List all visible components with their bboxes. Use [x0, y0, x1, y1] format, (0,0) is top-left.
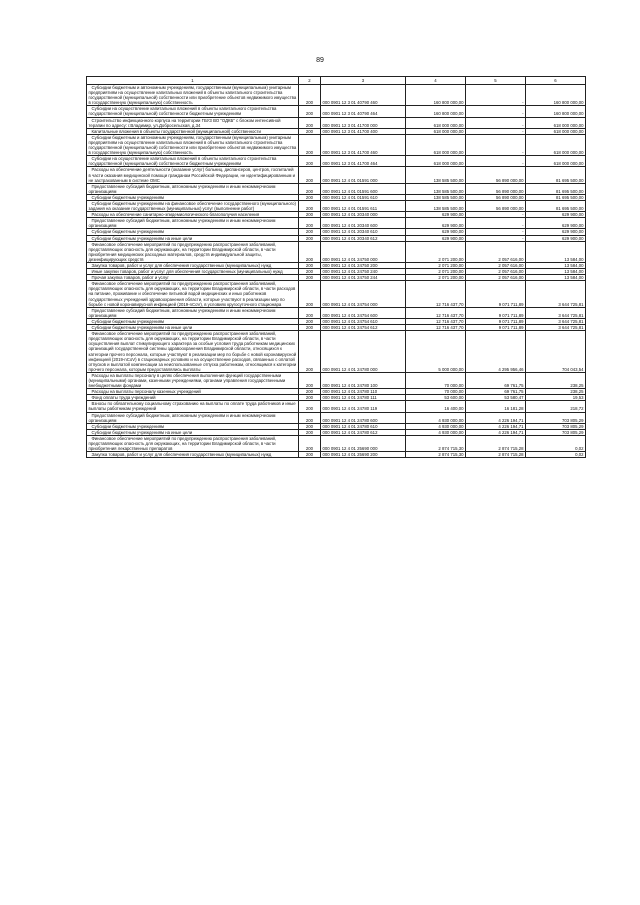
row-approved-amount: 4 930 000,00	[406, 423, 466, 429]
row-description: Расходы на обеспечение деятельности (оказание услуг) больниц, диспансеров, центров, госпиталей в части оказания медицинской помощи гражданам Российской Федерации, не идентифицированным и не застрахованным в системе ОМС	[87, 167, 299, 183]
row-budget-code: 000 0901 12 4 01 24780 100	[321, 372, 406, 388]
row-unexecuted-amount: 629 900,00	[526, 212, 586, 218]
row-executed-amount: 4 226 194,71	[466, 412, 526, 423]
table-row	[87, 423, 586, 429]
table-row	[87, 183, 586, 194]
table-row	[87, 452, 586, 458]
row-unexecuted-amount: 3 644 725,81	[526, 307, 586, 318]
row-approved-amount: 2 071 200,00	[406, 263, 466, 269]
table-row	[87, 85, 586, 106]
row-description: Субсидии бюджетным учреждениям на иные цели	[87, 235, 299, 241]
table-row	[87, 218, 586, 229]
table-row	[87, 200, 586, 211]
row-budget-code: 000 0901 12 3 01 40790 460	[321, 85, 406, 106]
row-executed-amount: 2 057 616,00	[466, 263, 526, 269]
row-approved-amount: 12 716 437,70	[406, 307, 466, 318]
row-approved-amount: 160 800 000,00	[406, 106, 466, 117]
table-row	[87, 318, 586, 324]
row-description: Субсидии на осуществление капитальных вложений в объекты капитального строительства государственной (муниципальной) собственности бюджетным учреждениям	[87, 156, 299, 167]
row-approved-amount: 138 585 500,00	[406, 183, 466, 194]
row-approved-amount: 16 400,00	[406, 401, 466, 412]
row-description: Субсидии бюджетным учреждениям	[87, 423, 299, 429]
row-line-code: 200	[299, 106, 321, 117]
row-description: Финансовое обеспечение мероприятий по предупреждению распространения заболеваний, представляющих опасность для окружающих, на территории Владимирской области, в части осуществления выплат стимулирующего характера за особые условия труда работникам медицинских организаций государственной системы здравоохранения Владимирской области, относящихся к категории прочего персонала, которые участвуют в реализации мер по борьбе с новой коронавирусной инфекцией (2019-nCoV) в стационарных условиях и на осуществление расходов, связанных с оплатой отпусков и выплатой компенсации за неиспользованные отпуска работникам, относящимся к категории прочего персонала, которым предоставлялись выплаты	[87, 331, 299, 373]
row-executed-amount: -	[466, 134, 526, 155]
row-unexecuted-amount: 618 000 000,00	[526, 156, 586, 167]
row-approved-amount: 618 000 000,00	[406, 128, 466, 134]
table-row	[87, 117, 586, 128]
row-budget-code: 000 0901 12 4 01 20340 600	[321, 218, 406, 229]
row-unexecuted-amount: 81 695 500,00	[526, 200, 586, 211]
row-line-code: 200	[299, 401, 321, 412]
row-line-code: 200	[299, 435, 321, 451]
row-approved-amount: 12 716 437,70	[406, 281, 466, 307]
row-budget-code: 000 0901 12 3 01 41700 000	[321, 117, 406, 128]
table-row	[87, 275, 586, 281]
row-approved-amount: 138 585 500,00	[406, 200, 466, 211]
table-row	[87, 429, 586, 435]
row-budget-code: 000 0901 12 4 01 24780 610	[321, 423, 406, 429]
row-approved-amount: 618 000 000,00	[406, 156, 466, 167]
row-approved-amount: 629 900,00	[406, 212, 466, 218]
row-budget-code: 000 0901 12 4 01 24780 000	[321, 331, 406, 373]
row-unexecuted-amount: 0,02	[526, 435, 586, 451]
row-approved-amount: 70 000,00	[406, 389, 466, 395]
row-executed-amount: 9 071 711,89	[466, 325, 526, 331]
page-number: 89	[316, 57, 324, 64]
row-executed-amount: 56 890 000,00	[466, 167, 526, 183]
row-description: Субсидии бюджетным учреждениям на иные цели	[87, 429, 299, 435]
row-line-code: 200	[299, 395, 321, 401]
table-row	[87, 241, 586, 262]
row-description: Расходы на обеспечение санитарно-эпидемиологического благополучия населения	[87, 212, 299, 218]
row-budget-code: 000 0901 12 4 01 24754 000	[321, 281, 406, 307]
column-header: 4	[406, 77, 466, 85]
row-approved-amount: 2 874 715,30	[406, 452, 466, 458]
row-line-code: 200	[299, 281, 321, 307]
row-executed-amount: 9 071 711,89	[466, 318, 526, 324]
row-unexecuted-amount: 81 695 500,00	[526, 183, 586, 194]
row-description: Предоставление субсидий бюджетным, автономным учреждениям и иным некоммерческим организациям	[87, 183, 299, 194]
row-description: Субсидии бюджетным и автономным учреждениям, государственным (муниципальным) унитарным предприятиям на осуществление капитальных вложений в объекты капитального строительства государственной (муниципальной) собственности или приобретение объектов недвижимого имущества в государственную (муниципальную) собственность	[87, 85, 299, 106]
table-row	[87, 325, 586, 331]
column-header: 6	[526, 77, 586, 85]
row-description: Прочая закупка товаров, работ и услуг	[87, 275, 299, 281]
row-line-code: 200	[299, 194, 321, 200]
table-row	[87, 435, 586, 451]
row-unexecuted-amount: 19,53	[526, 395, 586, 401]
row-line-code: 200	[299, 235, 321, 241]
row-description: Субсидии бюджетным и автономным учреждениям, государственным (муниципальным) унитарным предприятиям на осуществление капитальных вложений в объекты капитального строительства государственной (муниципальной) собственности или приобретение объектов недвижимого имущества в государственную (муниципальную) собственность	[87, 134, 299, 155]
row-approved-amount: 12 716 437,70	[406, 325, 466, 331]
row-line-code: 200	[299, 128, 321, 134]
table-row	[87, 134, 586, 155]
row-unexecuted-amount: 218,72	[526, 401, 586, 412]
row-line-code: 200	[299, 423, 321, 429]
row-line-code: 200	[299, 156, 321, 167]
row-budget-code: 000 0901 12 4 01 20340 612	[321, 235, 406, 241]
row-description: Закупка товаров, работ и услуг для обеспечения государственных (муниципальных) нужд	[87, 263, 299, 269]
row-executed-amount: -	[466, 156, 526, 167]
table-row	[87, 281, 586, 307]
row-budget-code: 000 0901 12 4 01 24750 244	[321, 275, 406, 281]
table-row	[87, 307, 586, 318]
row-approved-amount: 629 900,00	[406, 229, 466, 235]
row-executed-amount: 53 580,47	[466, 395, 526, 401]
row-approved-amount: 70 000,00	[406, 372, 466, 388]
row-budget-code: 000 0901 12 4 01 25690 200	[321, 452, 406, 458]
row-line-code: 200	[299, 412, 321, 423]
row-executed-amount: -	[466, 235, 526, 241]
row-budget-code: 000 0901 12 3 01 41700 460	[321, 134, 406, 155]
row-executed-amount: -	[466, 229, 526, 235]
row-approved-amount: 629 900,00	[406, 235, 466, 241]
row-executed-amount: 4 226 194,71	[466, 423, 526, 429]
row-line-code: 200	[299, 183, 321, 194]
row-unexecuted-amount: 3 644 725,81	[526, 281, 586, 307]
row-line-code: 200	[299, 275, 321, 281]
row-description: Финансовое обеспечение мероприятий по предупреждению распространения заболеваний, представляющих опасность для окружающих, на территории Владимирской области, в части приобретения лекарственных препаратов	[87, 435, 299, 451]
row-approved-amount: 2 071 200,00	[406, 241, 466, 262]
row-approved-amount: 2 071 200,00	[406, 269, 466, 275]
row-unexecuted-amount: 3 644 725,81	[526, 318, 586, 324]
row-description: Предоставление субсидий бюджетным, автономным учреждениям и иным некоммерческим организациям	[87, 218, 299, 229]
row-description: Расходы на выплаты персоналу казенных учреждений	[87, 389, 299, 395]
table-row	[87, 401, 586, 412]
row-description: Расходы на выплаты персоналу в целях обеспечения выполнения функций государственными (муниципальными) органами, казенными учреждениями, органами управления государственными внебюджетными фондами	[87, 372, 299, 388]
row-line-code: 200	[299, 331, 321, 373]
row-approved-amount: 160 800 000,00	[406, 85, 466, 106]
row-line-code: 200	[299, 263, 321, 269]
row-executed-amount: 2 874 715,28	[466, 435, 526, 451]
row-unexecuted-amount: 3 644 725,81	[526, 325, 586, 331]
table-row	[87, 106, 586, 117]
row-budget-code: 000 0901 12 4 01 20340 000	[321, 212, 406, 218]
row-description: Субсидии бюджетным учреждениям на финансовое обеспечение государственного (муниципального) задания на оказание государственных (муниципальных) услуг (выполнение работ)	[87, 200, 299, 211]
row-line-code: 200	[299, 241, 321, 262]
row-budget-code: 000 0901 12 4 01 24780 119	[321, 401, 406, 412]
row-executed-amount: 69 761,75	[466, 372, 526, 388]
row-unexecuted-amount: 629 900,00	[526, 235, 586, 241]
row-unexecuted-amount: 703 805,29	[526, 423, 586, 429]
row-unexecuted-amount: 81 695 500,00	[526, 167, 586, 183]
row-executed-amount: -	[466, 106, 526, 117]
row-line-code: 200	[299, 117, 321, 128]
row-budget-code: 000 0901 12 4 01 01591 600	[321, 183, 406, 194]
row-unexecuted-amount: 13 584,00	[526, 269, 586, 275]
row-description: Закупка товаров, работ и услуг для обеспечения государственных (муниципальных) нужд	[87, 452, 299, 458]
row-unexecuted-amount: 13 584,00	[526, 241, 586, 262]
budget-execution-table	[86, 76, 586, 458]
row-approved-amount: 629 900,00	[406, 218, 466, 229]
row-budget-code: 000 0901 12 3 01 41700 400	[321, 128, 406, 134]
row-executed-amount: 2 874 715,28	[466, 452, 526, 458]
row-budget-code: 000 0901 12 4 01 24754 600	[321, 307, 406, 318]
table-row	[87, 389, 586, 395]
row-budget-code: 000 0901 12 4 01 24780 600	[321, 412, 406, 423]
row-budget-code: 000 0901 12 4 01 01591 000	[321, 167, 406, 183]
row-approved-amount: 618 000 000,00	[406, 117, 466, 128]
row-unexecuted-amount: 13 584,00	[526, 275, 586, 281]
row-executed-amount: -	[466, 128, 526, 134]
row-description: Субсидии бюджетным учреждениям	[87, 229, 299, 235]
row-line-code: 200	[299, 372, 321, 388]
row-executed-amount: 56 890 000,00	[466, 200, 526, 211]
table-row	[87, 269, 586, 275]
table-row	[87, 412, 586, 423]
row-executed-amount: 4 226 194,71	[466, 429, 526, 435]
row-executed-amount: 56 890 000,00	[466, 183, 526, 194]
row-line-code: 200	[299, 325, 321, 331]
row-executed-amount: 9 071 711,89	[466, 307, 526, 318]
table-row	[87, 331, 586, 373]
row-executed-amount: 2 057 616,00	[466, 241, 526, 262]
row-approved-amount: 618 000 000,00	[406, 134, 466, 155]
row-line-code: 200	[299, 269, 321, 275]
row-approved-amount: 2 071 200,00	[406, 275, 466, 281]
row-description: Субсидии бюджетным учреждениям	[87, 318, 299, 324]
row-approved-amount: 138 585 500,00	[406, 167, 466, 183]
column-header: 2	[299, 77, 321, 85]
row-budget-code: 000 0901 12 4 01 24780 111	[321, 395, 406, 401]
row-approved-amount: 12 716 437,70	[406, 318, 466, 324]
row-unexecuted-amount: 618 000 000,00	[526, 128, 586, 134]
row-approved-amount: 138 585 500,00	[406, 194, 466, 200]
row-approved-amount: 4 930 000,00	[406, 412, 466, 423]
row-line-code: 200	[299, 389, 321, 395]
row-line-code: 200	[299, 85, 321, 106]
row-unexecuted-amount: 629 900,00	[526, 229, 586, 235]
row-budget-code: 000 0901 12 3 01 40790 464	[321, 106, 406, 117]
row-approved-amount: 5 000 000,00	[406, 331, 466, 373]
row-unexecuted-amount: 704 043,54	[526, 331, 586, 373]
row-budget-code: 000 0901 12 4 01 25690 000	[321, 435, 406, 451]
row-budget-code: 000 0901 12 3 01 41700 464	[321, 156, 406, 167]
row-description: Финансовое обеспечение мероприятий по предупреждению распространения заболеваний, представляющих опасность для окружающих, на территории Владимирской области, в части расходов на питание, проживание и обеспечение питьевой водой медицинских и иных работников государственных учреждений здравоохранения области, которые участвуют в реализации мер по борьбе с новой коронавирусной инфекцией (2019-nCoV), в условиях кругосуточного стационара	[87, 281, 299, 307]
row-description: Финансовое обеспечение мероприятий по предупреждению распространения заболеваний, представляющих опасность для окружающих, на территории Владимирской области, в части приобретения медицинских расходных материалов, средств индивидуальной защиты, дезинфицирующих средств	[87, 241, 299, 262]
row-budget-code: 000 0901 12 4 01 24750 240	[321, 269, 406, 275]
row-unexecuted-amount: 238,25	[526, 389, 586, 395]
row-description: Иные закупки товаров, работ и услуг для обеспечения государственных (муниципальных) нужд	[87, 269, 299, 275]
row-description: Предоставление субсидий бюджетным, автономным учреждениям и иным некоммерческим организациям	[87, 307, 299, 318]
row-approved-amount: 2 874 715,30	[406, 435, 466, 451]
row-executed-amount: 2 057 616,00	[466, 269, 526, 275]
row-line-code: 200	[299, 167, 321, 183]
row-line-code: 200	[299, 134, 321, 155]
column-header: 5	[466, 77, 526, 85]
table-row	[87, 156, 586, 167]
row-budget-code: 000 0901 12 4 01 24750 200	[321, 263, 406, 269]
row-budget-code: 000 0901 12 4 01 24750 000	[321, 241, 406, 262]
row-budget-code: 000 0901 12 4 01 20340 610	[321, 229, 406, 235]
row-unexecuted-amount: 703 805,29	[526, 429, 586, 435]
row-line-code: 200	[299, 200, 321, 211]
row-unexecuted-amount: 13 584,00	[526, 263, 586, 269]
row-unexecuted-amount: 238,25	[526, 372, 586, 388]
row-unexecuted-amount: 618 000 000,00	[526, 117, 586, 128]
row-executed-amount: 56 890 000,00	[466, 194, 526, 200]
row-unexecuted-amount: 629 900,00	[526, 218, 586, 229]
row-executed-amount: -	[466, 117, 526, 128]
row-unexecuted-amount: 618 000 000,00	[526, 134, 586, 155]
row-description: Субсидии бюджетным учреждениям на иные цели	[87, 325, 299, 331]
table-row	[87, 263, 586, 269]
row-line-code: 200	[299, 429, 321, 435]
column-header: 1	[87, 77, 299, 85]
row-unexecuted-amount: 81 695 500,00	[526, 194, 586, 200]
row-unexecuted-amount: 160 800 000,00	[526, 106, 586, 117]
row-line-code: 200	[299, 229, 321, 235]
table-header-row	[87, 77, 586, 85]
row-line-code: 200	[299, 452, 321, 458]
row-executed-amount: -	[466, 218, 526, 229]
row-line-code: 200	[299, 307, 321, 318]
row-description: Капитальные вложения в объекты государственной (муниципальной) собственности	[87, 128, 299, 134]
row-budget-code: 000 0901 12 4 01 01591 610	[321, 194, 406, 200]
row-description: Строительство инфекционного корпуса на территории ГБУЗ ВО "ОДКБ" с блоком интенсивной терапии по адресу: г.Владимир, ул.Добросельская, д.34	[87, 117, 299, 128]
row-line-code: 200	[299, 318, 321, 324]
table-row	[87, 167, 586, 183]
row-line-code: 200	[299, 212, 321, 218]
table-body	[87, 85, 586, 458]
row-executed-amount: 4 295 956,46	[466, 331, 526, 373]
row-budget-code: 000 0901 12 4 01 24754 610	[321, 318, 406, 324]
row-unexecuted-amount: 160 800 000,00	[526, 85, 586, 106]
row-budget-code: 000 0901 12 4 01 24754 612	[321, 325, 406, 331]
row-budget-code: 000 0901 12 4 01 01591 611	[321, 200, 406, 211]
row-description: Субсидии бюджетным учреждениям	[87, 194, 299, 200]
row-executed-amount: 9 071 711,89	[466, 281, 526, 307]
column-header: 3	[321, 77, 406, 85]
row-description: Субсидии на осуществление капитальных вложений в объекты капитального строительства государственной (муниципальной) собственности бюджетным учреждениям	[87, 106, 299, 117]
row-executed-amount: 16 181,28	[466, 401, 526, 412]
row-budget-code: 000 0901 12 4 01 24780 110	[321, 389, 406, 395]
row-approved-amount: 53 600,00	[406, 395, 466, 401]
row-executed-amount: 2 057 616,00	[466, 275, 526, 281]
table-row	[87, 372, 586, 388]
row-approved-amount: 4 930 000,00	[406, 429, 466, 435]
row-budget-code: 000 0901 12 4 01 24780 612	[321, 429, 406, 435]
row-line-code: 200	[299, 218, 321, 229]
row-description: Взносы по обязательному социальному страхованию на выплаты по оплате труда работников и иные выплаты работникам учреждений	[87, 401, 299, 412]
row-executed-amount: -	[466, 212, 526, 218]
row-executed-amount: -	[466, 85, 526, 106]
row-description: Предоставление субсидий бюджетным, автономным учреждениям и иным некоммерческим организациям	[87, 412, 299, 423]
table-row	[87, 194, 586, 200]
row-unexecuted-amount: 703 805,29	[526, 412, 586, 423]
row-description: Фонд оплаты труда учреждений	[87, 395, 299, 401]
row-unexecuted-amount: 0,02	[526, 452, 586, 458]
row-executed-amount: 69 761,75	[466, 389, 526, 395]
